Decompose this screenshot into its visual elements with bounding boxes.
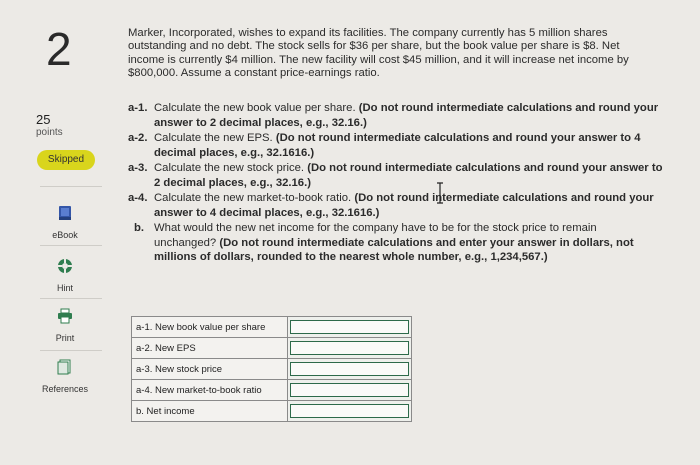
- ebook-label: eBook: [52, 230, 78, 240]
- part-label: b.: [134, 222, 145, 234]
- new-stock-price-input[interactable]: [290, 362, 409, 376]
- part-text: Calculate the new EPS.: [154, 132, 273, 144]
- part-a4: [128, 191, 668, 220]
- answer-label: b. Net income: [132, 401, 288, 422]
- references-icon: [57, 359, 73, 375]
- divider: [40, 186, 102, 187]
- net-income-input[interactable]: [290, 404, 409, 418]
- divider: [40, 350, 102, 351]
- part-text: Calculate the new market-to-book ratio.: [154, 192, 352, 204]
- part-a1: [128, 101, 668, 130]
- answer-label: a-2. New EPS: [132, 338, 288, 359]
- table-row: [132, 359, 412, 380]
- hint-icon: [57, 258, 73, 274]
- ebook-button[interactable]: [30, 205, 100, 243]
- part-instructions: (Do not round intermediate calculations and round your answer to 2 decimal places, e.g., 32.16.): [154, 162, 663, 189]
- part-text: What would the new net income for the company have to be for the stock price to remain unchanged?: [154, 222, 597, 249]
- part-label: a-4.: [128, 192, 148, 204]
- table-row: [132, 317, 412, 338]
- table-row: [132, 380, 412, 401]
- question-number: 2: [46, 23, 72, 75]
- part-label: a-2.: [128, 132, 148, 144]
- table-row: [132, 338, 412, 359]
- new-eps-input[interactable]: [290, 341, 409, 355]
- part-instructions: (Do not round intermediate calculations and round your answer to 4 decimal places, e.g., 32.1616.): [154, 192, 654, 219]
- problem-statement: Marker, Incorporated, wishes to expand its facilities. The company currently has 5 million shares outstanding and no debt. The stock sells for $36 per share, but the book value per share is $8. Net income is currently $4 million. The new facility will cost $45 million, and it will increase net income by $800,000. Assume a constant price-earnings ratio.: [128, 27, 629, 80]
- print-button[interactable]: [30, 308, 100, 346]
- part-a2: [128, 131, 668, 160]
- points-value: 25: [36, 112, 51, 127]
- print-icon: [57, 308, 73, 324]
- new-market-to-book-input[interactable]: [290, 383, 409, 397]
- hint-button[interactable]: [30, 258, 100, 296]
- references-label: References: [41, 384, 89, 394]
- text-cursor-icon: [435, 182, 445, 204]
- part-label: a-3.: [128, 162, 148, 174]
- answer-label: a-1. New book value per share: [132, 317, 288, 338]
- part-text: Calculate the new book value per share.: [154, 102, 356, 114]
- part-b: [128, 221, 638, 265]
- status-badge: Skipped: [37, 150, 95, 170]
- part-a3: [128, 161, 668, 190]
- answer-table: [131, 316, 412, 422]
- question-sidebar: [0, 0, 112, 465]
- divider: [40, 298, 102, 299]
- print-label: Print: [55, 333, 75, 343]
- part-text: Calculate the new stock price.: [154, 162, 305, 174]
- new-book-value-input[interactable]: [290, 320, 409, 334]
- part-instructions: (Do not round intermediate calculations and round your answer to 2 decimal places, e.g., 32.16.): [154, 102, 659, 129]
- hint-label: Hint: [56, 283, 73, 293]
- answer-label: a-4. New market-to-book ratio: [132, 380, 288, 401]
- ebook-icon: [57, 205, 73, 221]
- answer-label: a-3. New stock price: [132, 359, 288, 380]
- table-row: [132, 401, 412, 422]
- part-label: a-1.: [128, 102, 148, 114]
- part-instructions: (Do not round intermediate calculations and enter your answer in dollars, not millions of dollars, rounded to the nearest whole number, e.g., 1,234,567.): [154, 236, 634, 263]
- divider: [40, 245, 102, 246]
- part-instructions: (Do not round intermediate calculations and round your answer to 4 decimal places, e.g., 32.1616.): [154, 132, 641, 159]
- references-button[interactable]: [30, 359, 100, 397]
- points-label: points: [36, 127, 63, 138]
